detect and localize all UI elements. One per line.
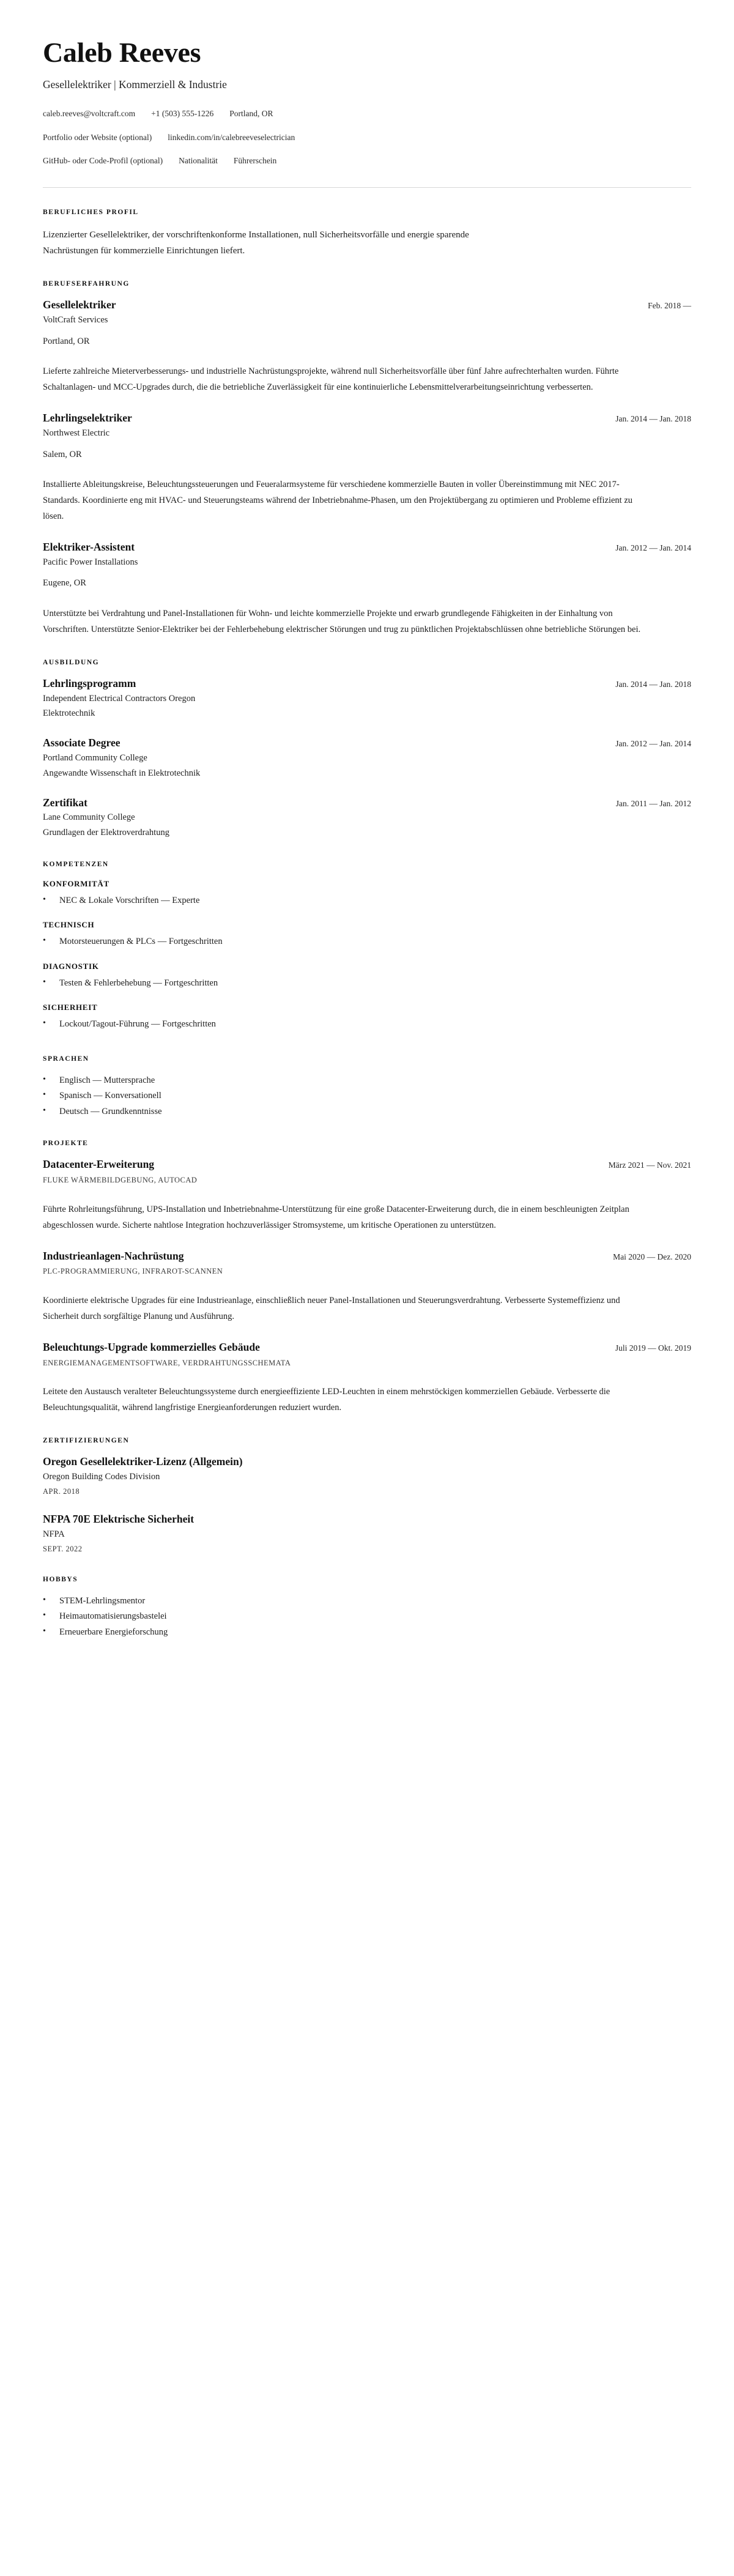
candidate-name: Caleb Reeves [43,37,201,68]
contact-item: Nationalität [179,156,218,166]
entry-header [43,677,691,691]
entry-header [43,1158,691,1171]
degree-title: Zertifikat [43,796,87,809]
skill-group [43,1003,691,1031]
contact-item: Portland, OR [229,109,273,119]
certification-name: NFPA 70E Elektrische Sicherheit [43,1513,195,1526]
section-summary [43,209,691,259]
project-description: Koordinierte elektrische Upgrades für eine Industrieanlage, einschließlich neuer Panel-Installationen und Steuerungsverdrahtung. Verbesserte Systemeffizienz und Sicherheit durch sorgfältige Planung und Ausführung. [43,1296,620,1321]
experience-entry [43,412,691,525]
contact-item: caleb.reeves@voltcraft.com [43,109,136,119]
skill-item-list [43,1017,691,1031]
section-hobbies [43,1576,691,1639]
contact-item: linkedin.com/in/calebreeveselectrician [168,132,295,142]
project-date: Mai 2020 — Dez. 2020 [613,1252,691,1261]
job-location: Eugene, OR [43,578,86,588]
entry-header [43,412,691,425]
section-title-skills: KOMPETENZEN [43,860,109,868]
entry-header [43,541,691,554]
hobby-item: • Heimautomatisierungsbastelei [43,1609,691,1624]
project-entry [43,1158,691,1233]
language-item: • Spanisch — Konversationell [43,1089,691,1103]
project-tech: ENERGIEMANAGEMENTSOFTWARE, VERDRAHTUNGSSCHEMATA [43,1358,291,1367]
certification-issuer: Oregon Building Codes Division [43,1471,160,1482]
job-description: Unterstützte bei Verdrahtung und Panel-Installationen für Wohn- und leichte kommerzielle Projekte und erwarb grundlegende Fähigkeiten in der Einhaltung von Vorschriften. Unterstützte Senior-Elektriker bei der Fehlerbehebung elektrischer Störungen und trug zu pünktlichen Projektabschlüssen ohne betriebliche Störungen bei. [43,609,641,635]
section-experience [43,280,691,638]
experience-entry [43,541,691,638]
skill-group-title: TECHNISCH [43,920,95,930]
skills-list [43,879,691,1032]
contact-item: GitHub- oder Code-Profil (optional) [43,156,163,166]
job-description: Lieferte zahlreiche Mieterverbesserungs- und industrielle Nachrüstungsprojekte, während null Sicherheitsvorfälle über fünf Jahre aufrechterhalten wurden. Führte Schaltanlagen- und MCC-Upgrades durch, die die betriebliche Zuverlässigkeit für eine kontinuierliche Lebensmittelverarbeitungseinrichtung verbesserten. [43,366,619,393]
school-name: Lane Community College [43,812,135,823]
certifications-list [43,1455,691,1555]
skill-item-list [43,935,691,949]
section-projects [43,1140,691,1416]
job-date: Jan. 2014 — Jan. 2018 [615,414,691,424]
entry-header [43,1341,691,1354]
skill-group [43,920,691,949]
section-title-projects: PROJEKTE [43,1140,89,1148]
job-title: Lehrlingselektriker [43,412,132,425]
job-date: Jan. 2012 — Jan. 2014 [615,543,691,552]
project-name: Beleuchtungs-Upgrade kommerzielles Gebäude [43,1340,260,1353]
entry-header [43,796,691,810]
skill-item: • NEC & Lokale Vorschriften — Experte [43,894,691,908]
section-languages [43,1055,691,1119]
entry-header [43,1513,691,1526]
candidate-headline: Gesellelektriker | Kommerziell & Industrie [43,78,227,91]
hobbies-list [43,1594,691,1639]
skill-item: • Motorsteuerungen & PLCs — Fortgeschritten [43,935,691,949]
certification-issuer: NFPA [43,1529,65,1540]
entry-header [43,299,691,312]
project-tech: FLUKE WÄRMEBILDGEBUNG, AUTOCAD [43,1176,198,1185]
skill-group [43,879,691,908]
section-title-hobbies: HOBBYS [43,1575,78,1583]
degree-date: Jan. 2012 — Jan. 2014 [615,739,691,749]
job-location: Salem, OR [43,449,82,459]
hobby-item: • Erneuerbare Energieforschung [43,1625,691,1639]
skill-group-title: DIAGNOSTIK [43,961,99,971]
section-title-education: AUSBILDUNG [43,658,100,666]
skill-group-title: SICHERHEIT [43,1003,98,1012]
contact-item: Portfolio oder Website (optional) [43,132,152,142]
degree-title: Lehrlingsprogramm [43,677,136,689]
project-description: Führte Rohrleitungsführung, UPS-Installation und Inbetriebnahme-Unterstützung für eine große Datacenter-Erweiterung durch, die in einem beschleunigten Zeitplan abgeschlossen wurde. Sicherte nahtlose Integration hochzuverlässiger Stromsysteme, um kritische Operationen zu unterstützen. [43,1204,629,1230]
study-field: Grundlagen der Elektroverdrahtung [43,828,169,838]
certification-name: Oregon Gesellelektriker-Lizenz (Allgemein) [43,1455,243,1468]
job-title: Elektriker-Assistent [43,540,135,553]
degree-date: Jan. 2011 — Jan. 2012 [615,798,691,808]
hobby-item: • STEM-Lehrlingsmentor [43,1594,691,1608]
job-title: Gesellelektriker [43,299,116,311]
section-title-summary: BERUFLICHES PROFIL [43,208,139,216]
education-entry [43,677,691,721]
job-company: Northwest Electric [43,428,110,438]
section-title-certifications: ZERTIFIZIERUNGEN [43,1436,130,1444]
skill-item: • Testen & Fehlerbehebung — Fortgeschritten [43,976,691,990]
project-name: Datacenter-Erweiterung [43,1158,155,1171]
contact-line-3 [43,155,691,167]
project-name: Industrieanlagen-Nachrüstung [43,1249,184,1262]
project-entry [43,1250,691,1325]
language-item: • Englisch — Muttersprache [43,1074,691,1088]
job-company: VoltCraft Services [43,314,108,325]
section-certifications [43,1437,691,1555]
project-date: März 2021 — Nov. 2021 [608,1160,691,1170]
projects-list [43,1158,691,1416]
job-company: Pacific Power Installations [43,557,138,567]
skill-group [43,962,691,990]
section-title-languages: SPRACHEN [43,1055,89,1063]
skill-item: • Lockout/Tagout-Führung — Fortgeschritten [43,1017,691,1031]
education-list [43,677,691,840]
certification-entry [43,1455,691,1497]
skill-group-title: KONFORMITÄT [43,878,109,888]
project-date: Juli 2019 — Okt. 2019 [615,1343,691,1353]
school-name: Independent Electrical Contractors Oregon [43,693,196,703]
project-tech: PLC-PROGRAMMIERUNG, INFRAROT-SCANNEN [43,1267,223,1276]
section-title-experience: BERUFSERFAHRUNG [43,280,130,288]
experience-list [43,299,691,638]
entry-header [43,1250,691,1263]
job-location: Portland, OR [43,336,90,346]
resume-header [43,0,691,188]
job-date: Feb. 2018 — [648,301,691,311]
entry-header [43,737,691,750]
degree-title: Associate Degree [43,737,120,749]
job-description: Installierte Ableitungskreise, Beleuchtungssteuerungen und Feueralarmsysteme für verschiedene kommerzielle Bauten in voller Übereinstimmung mit NEC 2017-Standards. Koordinierte eng mit HVAC- und Steuerungsteams während der Inbetriebnahme-Phasen, um den Projektübergang zu optimieren und Probleme effizient zu lösen. [43,480,633,522]
study-field: Elektrotechnik [43,708,95,719]
education-entry [43,737,691,780]
section-skills [43,861,691,1032]
section-education [43,659,691,840]
languages-list [43,1074,691,1119]
project-entry [43,1341,691,1416]
certification-date: SEPT. 2022 [43,1544,83,1553]
certification-date: APR. 2018 [43,1487,80,1496]
contact-item: Führerschein [233,156,277,166]
contact-line-2 [43,132,691,144]
education-entry [43,796,691,840]
contact-line-1 [43,108,691,120]
header-divider [43,187,691,188]
language-item: • Deutsch — Grundkenntnisse [43,1105,691,1119]
skill-item-list [43,894,691,908]
summary-text: Lizenzierter Gesellelektriker, der vorschriftenkonforme Installationen, null Sicherheitsvorfälle und energie sparende Nachrüstungen für kommerzielle Einrichtungen liefert. [43,229,469,256]
skill-item-list [43,976,691,990]
experience-entry [43,299,691,396]
contact-item: +1 (503) 555-1226 [151,109,214,119]
study-field: Angewandte Wissenschaft in Elektrotechnik [43,768,201,778]
entry-header [43,1455,691,1469]
certification-entry [43,1513,691,1554]
project-description: Leitete den Austausch veralteter Beleuchtungssysteme durch energieeffiziente LED-Leuchten in einem mehrstöckigen kommerziellen Gebäude. Verbesserte die Beleuchtungsqualität, während langfristige Energieanforderungen reduziert wurden. [43,1387,610,1413]
school-name: Portland Community College [43,753,147,763]
degree-date: Jan. 2014 — Jan. 2018 [615,679,691,689]
